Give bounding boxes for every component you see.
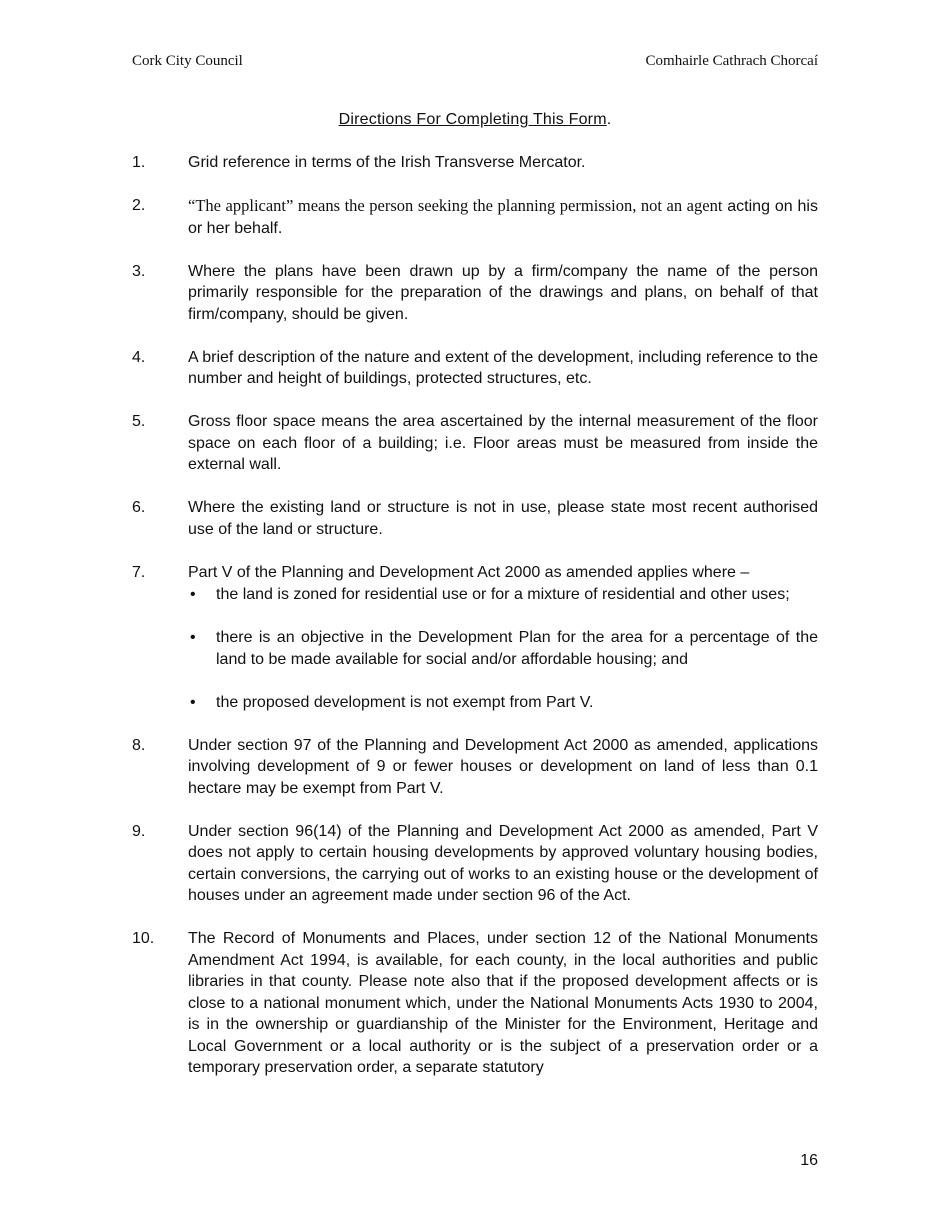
bullet-icon: • <box>190 693 196 711</box>
item-text: Under section 96(14) of the Planning and Development Act 2000 as amended, Part V does not apply to certain housing developments by approved voluntary housing bodies, certain conversions, the carrying out of works to an existing house or the development of houses under an agreement made under section 96 of the Act. <box>188 822 818 904</box>
item-text: A brief description of the nature and extent of the development, including reference to the number and height of buildings, protected structures, etc. <box>188 348 818 387</box>
list-item <box>132 928 818 1079</box>
list-item <box>132 152 818 174</box>
item-number: 5. <box>132 413 146 430</box>
item-text: Where the existing land or structure is not in use, please state most recent authorised use of the land or structure. <box>188 499 818 538</box>
item-text: Where the plans have been drawn up by a firm/company the name of the person primarily responsible for the preparation of the drawings and plans, on behalf of that firm/company, should be given. <box>188 262 818 323</box>
item-text: Under section 97 of the Planning and Development Act 2000 as amended, applications involving development of 9 or fewer houses or development on land of less than 0.1 hectare may be exempt from Part V. <box>188 736 818 797</box>
item-number: 3. <box>132 262 146 280</box>
item-text: Part V of the Planning and Development Act 2000 as amended applies where – <box>188 563 750 581</box>
item-text-serif: “The applicant” means the person seeking the planning permission, not an agent <box>188 196 723 215</box>
bullet-list <box>188 584 818 713</box>
item-number: 10. <box>132 930 155 947</box>
item-number: 1. <box>132 154 146 171</box>
item-text: Grid reference in terms of the Irish Transverse Mercator. <box>188 154 586 171</box>
list-item <box>132 195 818 239</box>
list-item <box>132 347 818 390</box>
list-item <box>132 411 818 476</box>
item-number: 7. <box>132 563 146 581</box>
list-item <box>132 261 818 326</box>
directions-list <box>132 152 818 1100</box>
bullet-item <box>188 692 818 714</box>
item-number: 8. <box>132 736 146 754</box>
item-number: 9. <box>132 822 146 840</box>
bullet-text: the land is zoned for residential use or for a mixture of residential and other uses; <box>216 586 790 603</box>
list-item <box>132 735 818 800</box>
bullet-icon: • <box>190 586 196 603</box>
header-council-name-irish: Comhairle Cathrach Chorcaí <box>645 53 818 69</box>
page-number: 16 <box>800 1152 818 1169</box>
title-text: Directions For Completing This Form <box>338 111 607 128</box>
bullet-item <box>188 584 818 606</box>
title-suffix: . <box>606 111 612 128</box>
item-text: The Record of Monuments and Places, under section 12 of the National Monuments Amendment Act 1994, is available, for each county, in the local authorities and public libraries in that county. Please note also that if the proposed development affects or is close to a national monument which, under the National Monuments Acts 1930 to 2004, is in the ownership or guardianship of the Minister for the Environment, Heritage and Local Government or a local authority or is the subject of a preservation order or a temporary preservation order, a separate statutory <box>188 930 818 1076</box>
bullet-icon: • <box>190 629 196 646</box>
page-header <box>132 53 818 75</box>
list-item <box>132 821 818 907</box>
list-item <box>132 497 818 540</box>
header-council-name: Cork City Council <box>132 53 243 69</box>
bullet-text: the proposed development is not exempt from Part V. <box>216 693 594 711</box>
item-number: 6. <box>132 499 146 516</box>
item-text-rest: acting on his or her behalf. <box>188 198 818 237</box>
item-text <box>188 195 818 239</box>
list-item <box>132 562 818 714</box>
bullet-item <box>188 627 818 670</box>
item-number: 4. <box>132 348 146 366</box>
page-title <box>132 111 818 129</box>
item-text: Gross floor space means the area ascertained by the internal measurement of the floor space on each floor of a building; i.e. Floor areas must be measured from inside the external wall. <box>188 413 818 473</box>
bullet-text: there is an objective in the Development Plan for the area for a percentage of the land to be made available for social and/or affordable housing; and <box>216 629 818 668</box>
item-number: 2. <box>132 197 146 214</box>
